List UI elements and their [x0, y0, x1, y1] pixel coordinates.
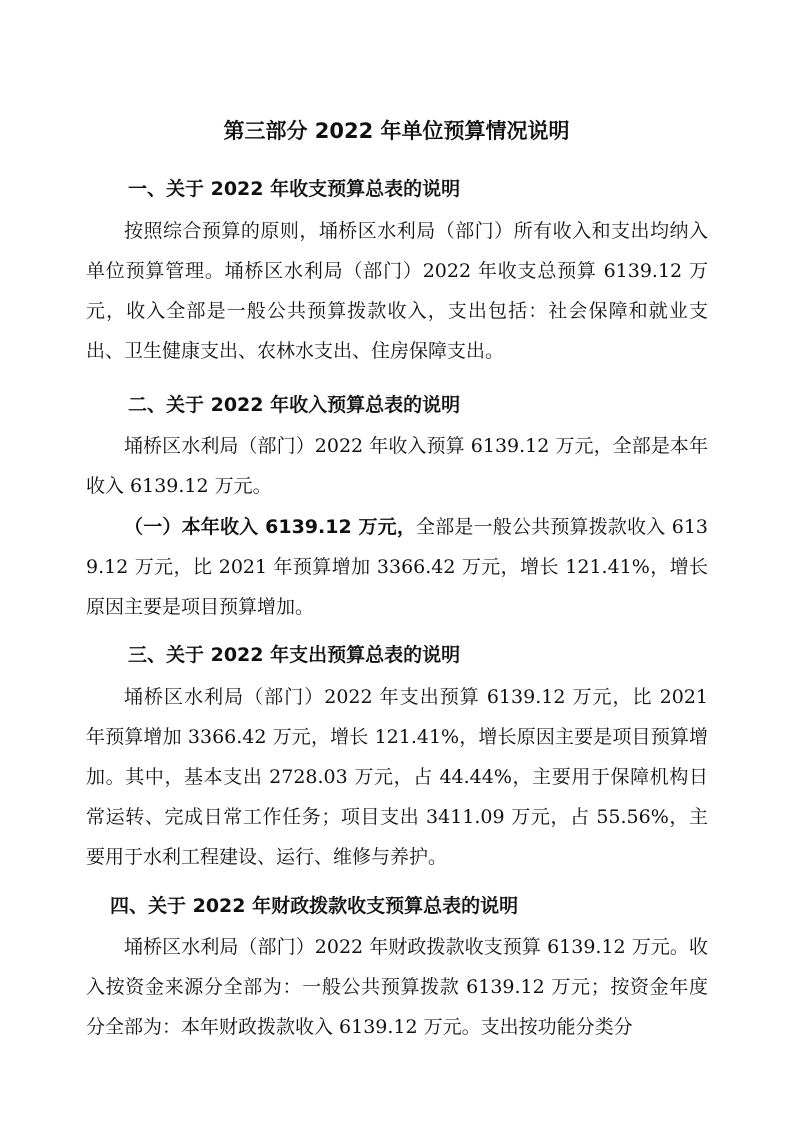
- section-4-paragraph: 埇桥区水利局（部门）2022 年财政拨款收支预算 6139.12 万元。收入按资金来源分全部为：一般公共预算拨款 6139.12 万元；按资金年度分全部为：本年财政拨款收入 6139.12 万元。支出按功能分类分: [86, 936, 708, 1038]
- section-3-heading: 三、关于 2022 年支出预算总表的说明: [128, 644, 461, 666]
- section-2-subsection: [86, 507, 708, 627]
- page-title: 第三部分 2022 年单位预算情况说明: [223, 119, 570, 143]
- section-1-heading: 一、关于 2022 年收支预算总表的说明: [128, 178, 461, 200]
- section-3-paragraph: 埇桥区水利局（部门）2022 年支出预算 6139.12 万元，比 2021 年预算增加 3366.42 万元，增长 121.41%，增长原因主要是项目预算增加。其中，基本支出 2728.03 万元，占 44.44%，主要用于保障机构日常运转、完成日常工作任务；项目支出 3411.09 万元，占 55.56%，主要用于水利工程建设、运行、维修与养护。: [86, 686, 708, 868]
- section-2-paragraph: 埇桥区水利局（部门）2022 年收入预算 6139.12 万元，全部是本年收入 6139.12 万元。: [86, 435, 708, 497]
- subsection-lead: （一）本年收入 6139.12 万元，: [124, 516, 417, 538]
- section-4-heading: 四、关于 2022 年财政拨款收支预算总表的说明: [110, 895, 519, 917]
- section-1-paragraph: 按照综合预算的原则，埇桥区水利局（部门）所有收入和支出均纳入单位预算管理。埇桥区水利局（部门）2022 年收支总预算 6139.12 万元，收入全部是一般公共预算拨款收入，支出包括：社会保障和就业支出、卫生健康支出、农林水支出、住房保障支出。: [86, 220, 708, 362]
- section-2-heading: 二、关于 2022 年收入预算总表的说明: [128, 394, 461, 416]
- subsection-text: 全部是一般公共预算拨款收入 6139.12 万元，比 2021 年预算增加 3366.42 万元，增长 121.41%，增长原因主要是项目预算增加。: [86, 516, 708, 618]
